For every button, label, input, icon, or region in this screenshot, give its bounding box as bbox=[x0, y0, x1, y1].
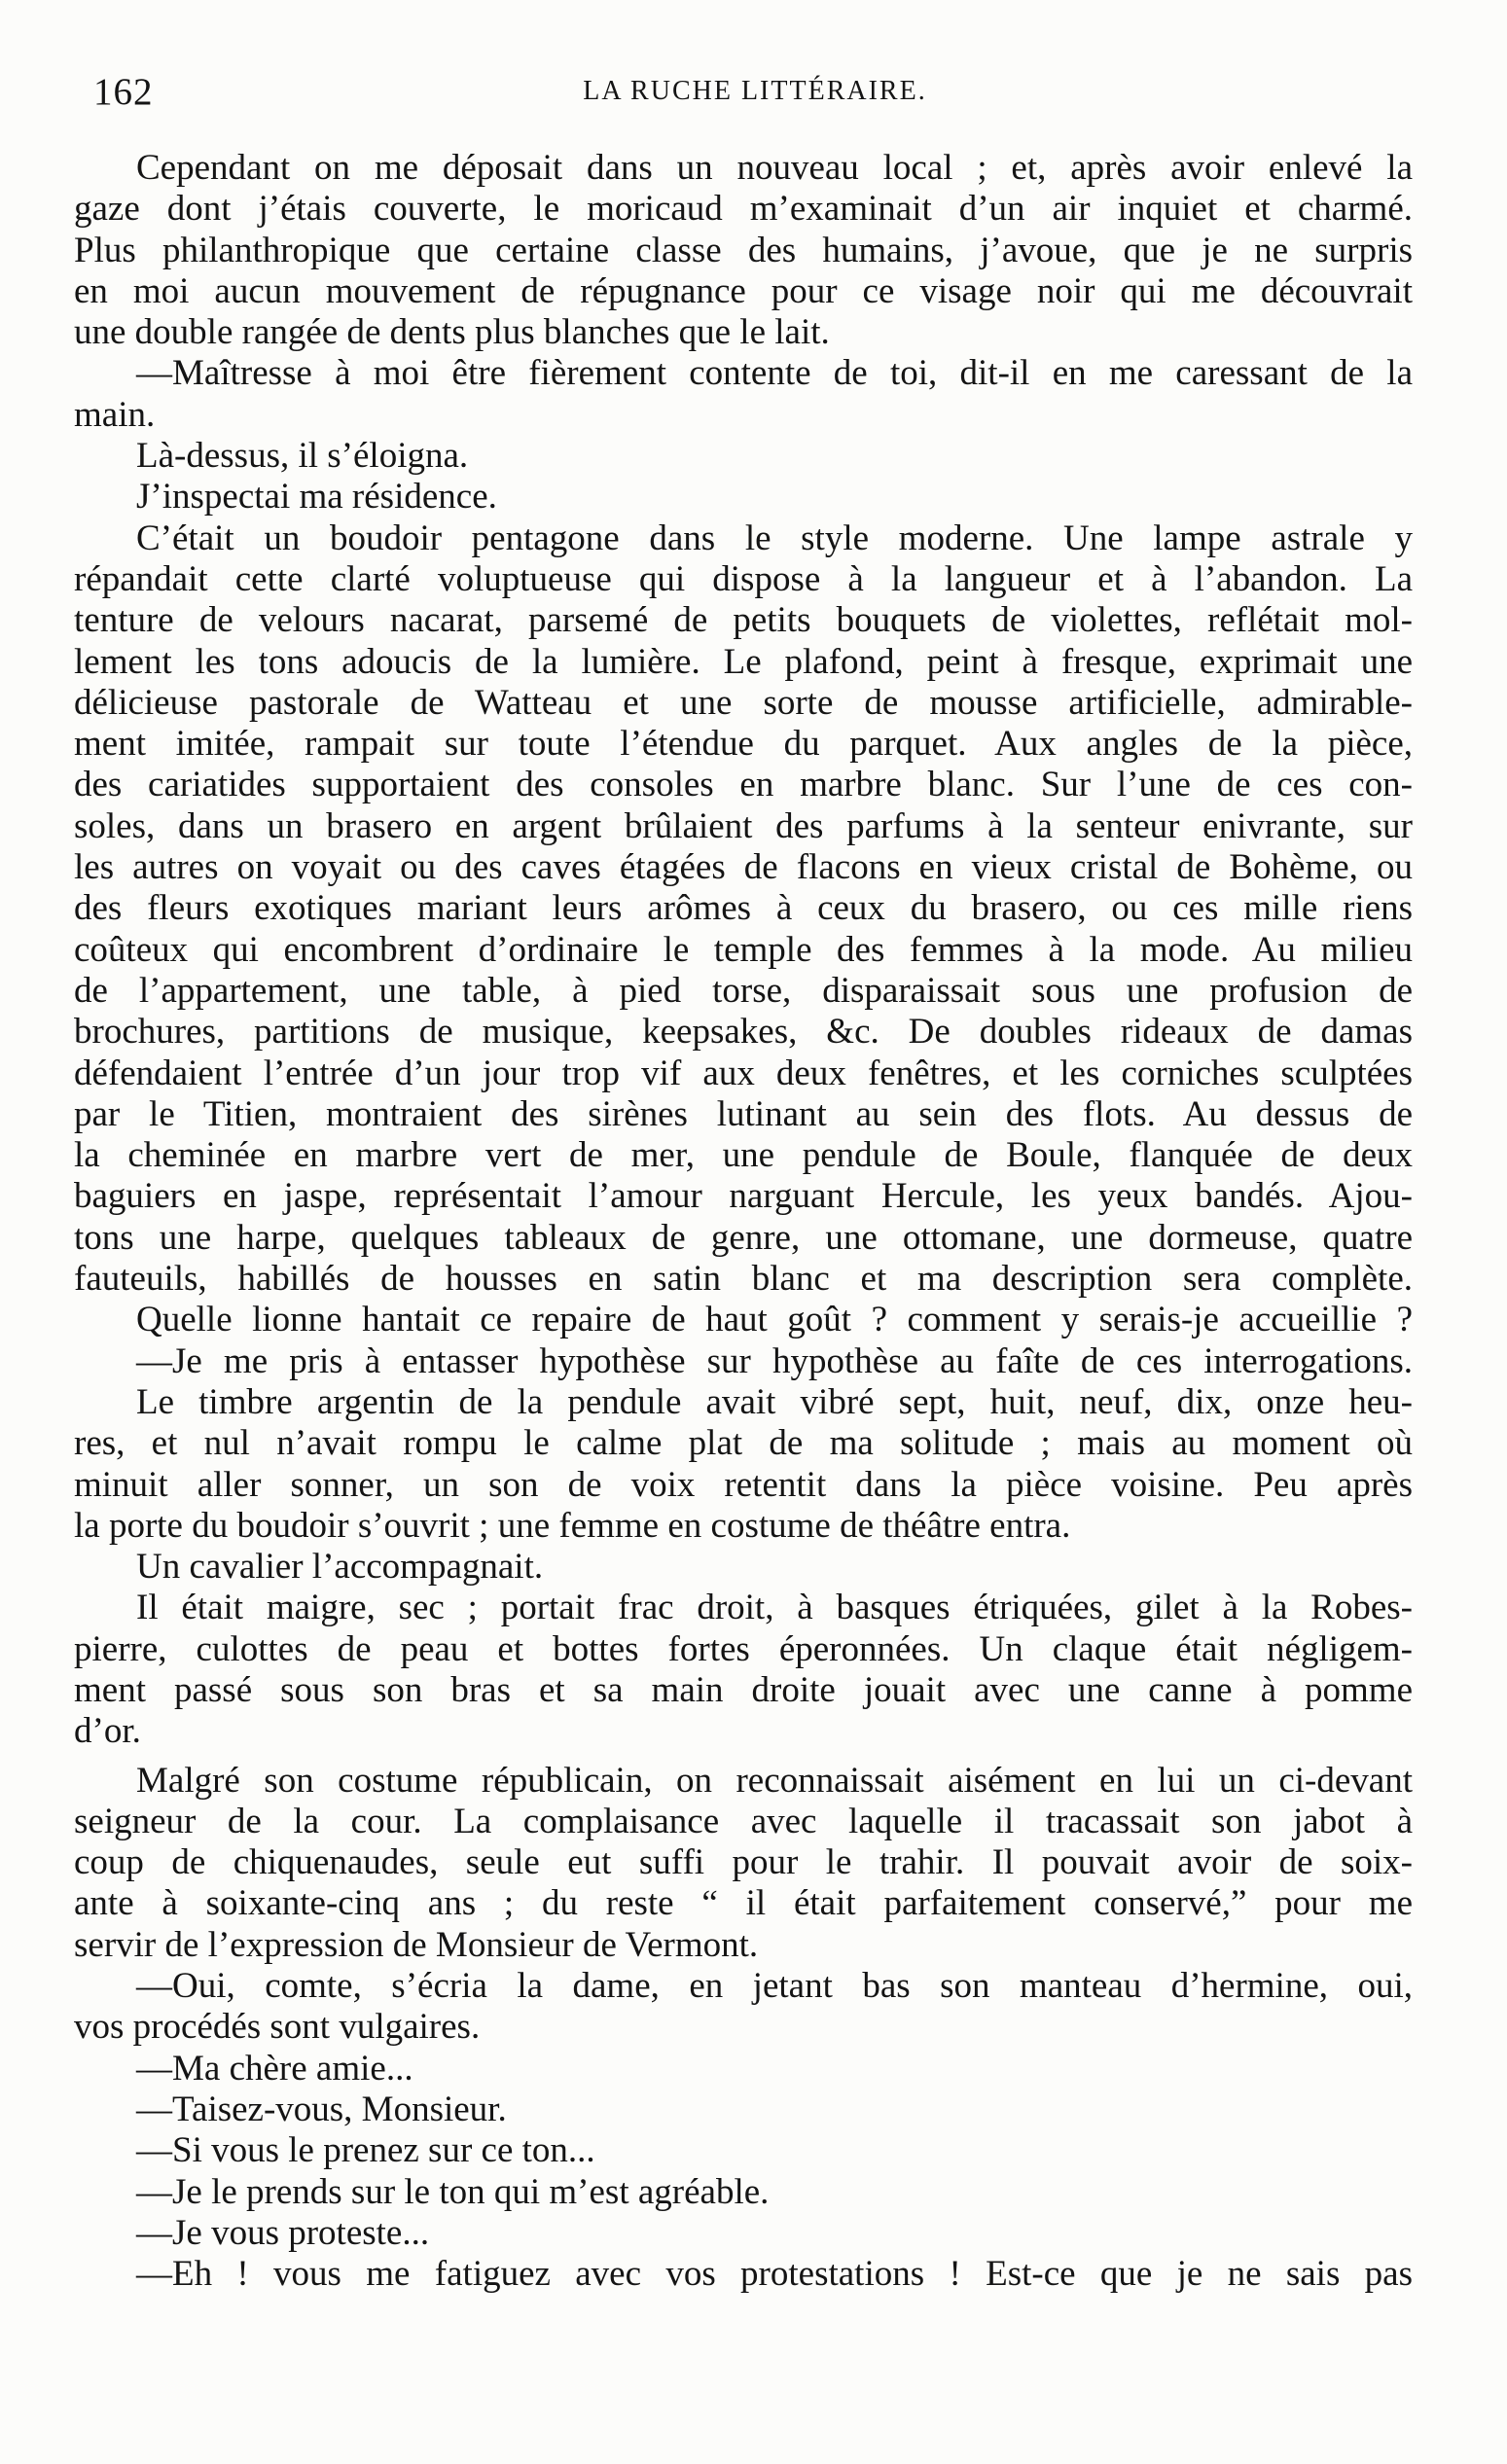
text-line: lement les tons adoucis de la lumière. Le plafond, peint à fresque, exprimait une bbox=[74, 641, 1413, 682]
text-line: par le Titien, montraient des sirènes lutinant au sein des flots. Au dessus de bbox=[74, 1093, 1413, 1134]
text-line: Quelle lionne hantait ce repaire de haut goût ? comment y serais-je accueillie ? bbox=[136, 1300, 1413, 1340]
text-line: Là-dessus, il s’éloigna. bbox=[136, 436, 469, 477]
text-line: —Je me pris à entasser hypothèse sur hypothèse au faîte de ces interrogations. bbox=[136, 1340, 1413, 1381]
text-line: en moi aucun mouvement de répugnance pour ce visage noir qui me découvrait bbox=[74, 270, 1413, 311]
text-line: la porte du boudoir s’ouvrit ; une femme en costume de théâtre entra. bbox=[74, 1505, 1071, 1546]
text-line: répandait cette clarté voluptueuse qui dispose à la langueur et à l’abandon. La bbox=[74, 558, 1413, 599]
text-line: soles, dans un brasero en argent brûlaient des parfums à la senteur enivrante, sur bbox=[74, 805, 1413, 846]
text-line: Cependant on me déposait dans un nouveau local ; et, après avoir enlevé la bbox=[136, 148, 1413, 188]
text-line: —Taisez-vous, Monsieur. bbox=[136, 2089, 507, 2129]
text-line: d’or. bbox=[74, 1711, 141, 1752]
text-line: tons une harpe, quelques tableaux de genre, une ottomane, une dormeuse, quatre bbox=[74, 1217, 1413, 1258]
text-line: les autres on voyait ou des caves étagées de flacons en vieux cristal de Bohème, ou bbox=[74, 847, 1413, 888]
text-line: Malgré son costume républicain, on reconnaissait aisément en lui un ci-devant bbox=[136, 1760, 1413, 1801]
text-line: des cariatides supportaient des consoles en marbre blanc. Sur l’une de ces con- bbox=[74, 765, 1413, 805]
text-line: coûteux qui encombrent d’ordinaire le temple des femmes à la mode. Au milieu bbox=[74, 929, 1413, 970]
text-line: —Maîtresse à moi être fièrement contente de toi, dit-il en me caressant de la bbox=[136, 353, 1413, 394]
text-line: ment imitée, rampait sur toute l’étendue du parquet. Aux angles de la pièce, bbox=[74, 724, 1413, 765]
text-line: vos procédés sont vulgaires. bbox=[74, 2007, 481, 2048]
text-line: pierre, culottes de peau et bottes fortes éperonnées. Un claque était négligem- bbox=[74, 1628, 1413, 1669]
text-line: gaze dont j’étais couverte, le moricaud m’examinait d’un air inquiet et charmé. bbox=[74, 189, 1413, 230]
text-line: minuit aller sonner, un son de voix retentit dans la pièce voisine. Peu après bbox=[74, 1464, 1413, 1505]
text-line: brochures, partitions de musique, keepsakes, &c. De doubles rideaux de damas bbox=[74, 1012, 1413, 1053]
text-line: Le timbre argentin de la pendule avait vibré sept, huit, neuf, dix, onze heu- bbox=[136, 1381, 1413, 1422]
text-line: servir de l’expression de Monsieur de Vermont. bbox=[74, 1924, 759, 1965]
text-line: J’inspectai ma résidence. bbox=[136, 477, 497, 518]
text-line: ante à soixante-cinq ans ; du reste “ il était parfaitement conservé,” pour me bbox=[74, 1883, 1413, 1924]
text-line: main. bbox=[74, 394, 156, 435]
text-line: une double rangée de dents plus blanches que le lait. bbox=[74, 312, 830, 353]
page-header bbox=[93, 70, 1417, 119]
text-line: tenture de velours nacarat, parsemé de petits bouquets de violettes, reflétait mol- bbox=[74, 600, 1413, 641]
text-line: —Si vous le prenez sur ce ton... bbox=[136, 2130, 595, 2171]
text-line: la cheminée en marbre vert de mer, une pendule de Boule, flanquée de deux bbox=[74, 1135, 1413, 1176]
text-line: des fleurs exotiques mariant leurs arômes à ceux du brasero, ou ces mille riens bbox=[74, 888, 1413, 929]
text-line: C’était un boudoir pentagone dans le style moderne. Une lampe astrale y bbox=[136, 518, 1413, 558]
body-text bbox=[74, 148, 1413, 2424]
text-line: fauteuils, habillés de housses en satin blanc et ma description sera complète. bbox=[74, 1259, 1413, 1300]
text-line: ment passé sous son bras et sa main droite jouait avec une canne à pomme bbox=[74, 1669, 1413, 1710]
text-line: —Oui, comte, s’écria la dame, en jetant bas son manteau d’hermine, oui, bbox=[136, 1966, 1413, 2007]
text-line: de l’appartement, une table, à pied torse, disparaissait sous une profusion de bbox=[74, 970, 1413, 1011]
text-line: coup de chiquenaudes, seule eut suffi pour le trahir. Il pouvait avoir de soix- bbox=[74, 1842, 1413, 1883]
text-line: Il était maigre, sec ; portait frac droit, à basques étriquées, gilet à la Robes- bbox=[136, 1588, 1413, 1628]
text-line: —Eh ! vous me fatiguez avec vos protestations ! Est-ce que je ne sais pas bbox=[136, 2254, 1413, 2295]
text-line: délicieuse pastorale de Watteau et une sorte de mousse artificielle, admirable- bbox=[74, 682, 1413, 723]
page-number: 162 bbox=[93, 71, 154, 113]
text-line: baguiers en jaspe, représentait l’amour narguant Hercule, les yeux bandés. Ajou- bbox=[74, 1176, 1413, 1217]
text-line: défendaient l’entrée d’un jour trop vif aux deux fenêtres, et les corniches sculptées bbox=[74, 1053, 1413, 1093]
text-line: res, et nul n’avait rompu le calme plat de ma solitude ; mais au moment où bbox=[74, 1423, 1413, 1464]
text-line: —Je vous proteste... bbox=[136, 2212, 430, 2253]
text-line: —Ma chère amie... bbox=[136, 2048, 413, 2089]
text-line: Un cavalier l’accompagnait. bbox=[136, 1547, 544, 1588]
running-title: LA RUCHE LITTÉRAIRE. bbox=[583, 76, 927, 106]
text-line: —Je le prends sur le ton qui m’est agréable. bbox=[136, 2171, 770, 2212]
text-line: Plus philanthropique que certaine classe des humains, j’avoue, que je ne surpris bbox=[74, 230, 1413, 270]
text-line: seigneur de la cour. La complaisance avec laquelle il tracassait son jabot à bbox=[74, 1801, 1413, 1841]
